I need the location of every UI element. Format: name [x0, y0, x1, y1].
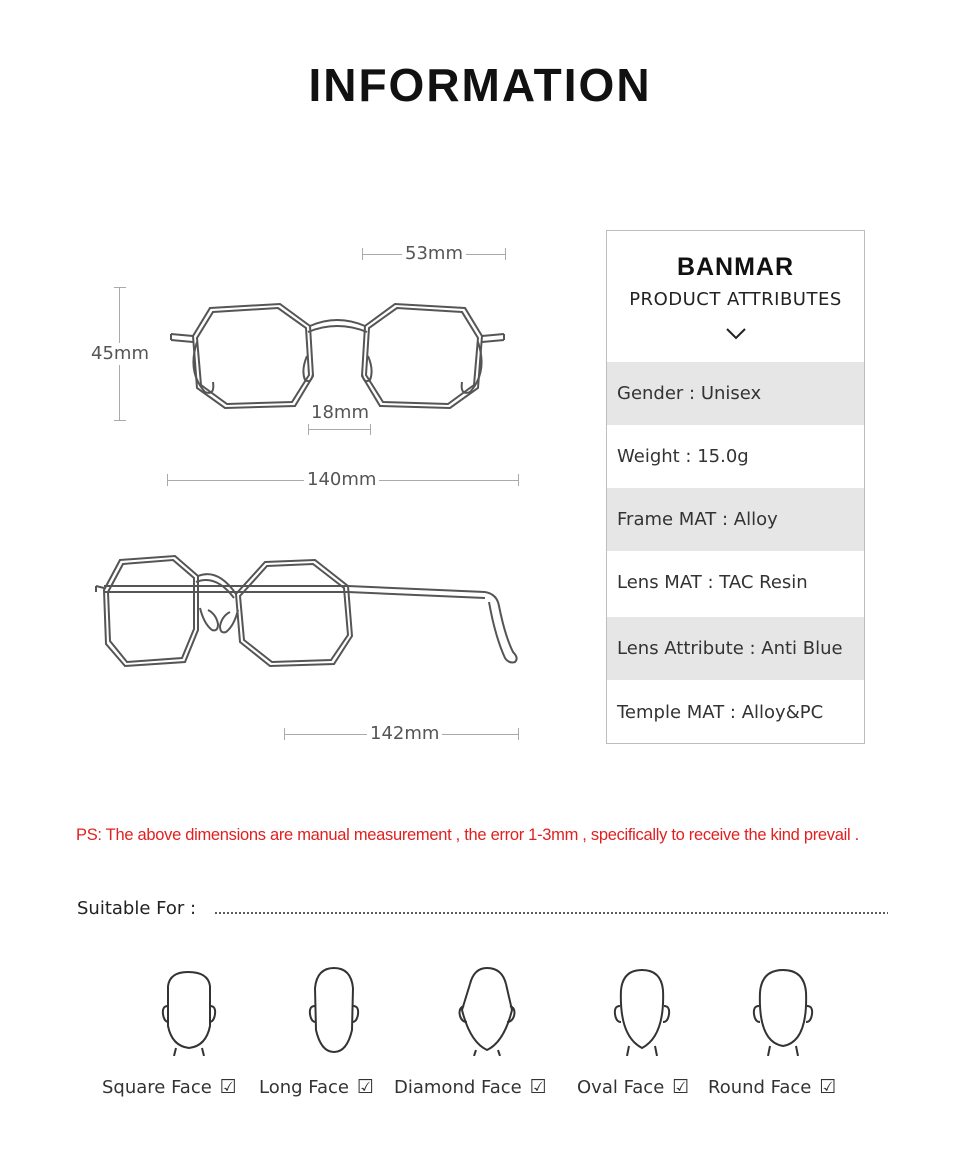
face-label-text: Oval Face: [577, 1077, 665, 1098]
square-face-icon: [154, 966, 224, 1056]
dimension-diagram: [0, 0, 600, 800]
lens-width-label: 53mm: [402, 243, 466, 265]
checkbox-checked-icon: ☑: [529, 1076, 547, 1098]
attribute-row-gender: Gender : Unisex: [607, 362, 864, 425]
face-label-square: [102, 1076, 237, 1098]
attribute-row-lens-material: Lens MAT : TAC Resin: [617, 572, 808, 593]
frame-width-label: 140mm: [304, 469, 379, 491]
glasses-front-view-illustration: [165, 296, 510, 416]
checkbox-checked-icon: ☑: [672, 1076, 690, 1098]
face-label-oval: [577, 1076, 689, 1098]
chevron-down-icon: [725, 327, 747, 341]
attribute-row-temple-material: Temple MAT : Alloy&PC: [617, 702, 824, 723]
face-label-round: [708, 1076, 836, 1098]
checkbox-checked-icon: ☑: [356, 1076, 375, 1098]
bridge-width-label: 18mm: [308, 402, 372, 424]
attribute-row-lens-attribute: Lens Attribute : Anti Blue: [607, 617, 864, 680]
temple-length-label: 142mm: [367, 723, 442, 745]
attribute-row-frame-material: Frame MAT : Alloy: [607, 488, 864, 551]
attribute-row-weight: Weight : 15.0g: [617, 446, 749, 467]
face-label-long: [259, 1076, 374, 1098]
face-label-text: Diamond Face: [394, 1077, 522, 1098]
face-label-text: Square Face: [102, 1077, 212, 1098]
face-label-text: Round Face: [708, 1077, 812, 1098]
oval-face-icon: [607, 966, 677, 1056]
dotted-leader: [214, 912, 888, 914]
glasses-side-view-illustration: [90, 550, 520, 675]
lens-height-label: 45mm: [88, 343, 152, 365]
face-label-diamond: [394, 1076, 547, 1098]
checkbox-checked-icon: ☑: [819, 1076, 837, 1098]
page-title: INFORMATION: [308, 59, 652, 111]
suitable-for-label: Suitable For :: [77, 898, 197, 919]
long-face-icon: [299, 966, 369, 1056]
panel-subtitle: PRODUCT ATTRIBUTES: [629, 289, 842, 310]
round-face-icon: [748, 966, 818, 1056]
face-label-text: Long Face: [259, 1077, 349, 1098]
measurement-note: PS: The above dimensions are manual measurement , the error 1-3mm , specifically to receive the kind prevail .: [76, 826, 859, 844]
checkbox-checked-icon: ☑: [219, 1076, 237, 1098]
brand-logo: BANMAR: [676, 253, 795, 281]
product-attributes-panel: [606, 230, 865, 744]
diamond-face-icon: [452, 966, 522, 1056]
